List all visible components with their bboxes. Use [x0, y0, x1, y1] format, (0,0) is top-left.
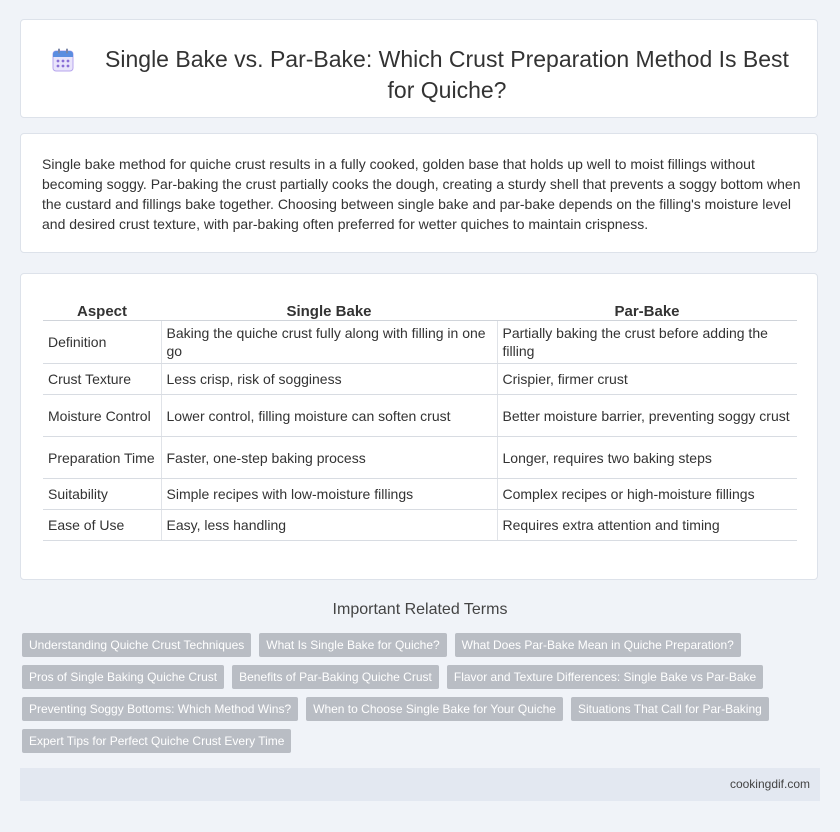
- row-aspect: Crust Texture: [43, 364, 161, 395]
- related-term-tag[interactable]: Situations That Call for Par-Baking: [571, 697, 769, 721]
- row-aspect: Suitability: [43, 479, 161, 510]
- header-aspect: Aspect: [43, 296, 161, 321]
- related-term-tag[interactable]: Understanding Quiche Crust Techniques: [22, 633, 251, 657]
- footer: [20, 768, 820, 801]
- row-par-bake: Requires extra attention and timing: [497, 510, 797, 541]
- row-par-bake: Crispier, firmer crust: [497, 364, 797, 395]
- table-row: [43, 510, 797, 541]
- row-par-bake: Partially baking the crust before adding the filling: [497, 321, 797, 364]
- row-single-bake: Lower control, filling moisture can soften crust: [161, 395, 497, 437]
- row-aspect: Definition: [43, 321, 161, 364]
- related-term-tag[interactable]: Preventing Soggy Bottoms: Which Method Wins?: [22, 697, 298, 721]
- title-card: [20, 19, 818, 118]
- row-single-bake: Less crisp, risk of sogginess: [161, 364, 497, 395]
- table-header-row: [43, 296, 797, 321]
- row-par-bake: Complex recipes or high-moisture fillings: [497, 479, 797, 510]
- related-term-tag[interactable]: Benefits of Par-Baking Quiche Crust: [232, 665, 439, 689]
- row-single-bake: Easy, less handling: [161, 510, 497, 541]
- related-term-tag[interactable]: What Does Par-Bake Mean in Quiche Preparation?: [455, 633, 741, 657]
- table-row: [43, 395, 797, 437]
- intro-card: [20, 133, 818, 253]
- comparison-table: [43, 296, 797, 541]
- row-par-bake: Longer, requires two baking steps: [497, 437, 797, 479]
- row-aspect: Moisture Control: [43, 395, 161, 437]
- related-term-tag[interactable]: Pros of Single Baking Quiche Crust: [22, 665, 224, 689]
- related-term-tag[interactable]: Expert Tips for Perfect Quiche Crust Every Time: [22, 729, 291, 753]
- related-terms-heading: Important Related Terms: [332, 601, 508, 618]
- related-term-tag[interactable]: When to Choose Single Bake for Your Quiche: [306, 697, 563, 721]
- page-title: Single Bake vs. Par-Bake: Which Crust Preparation Method Is Best for Quiche?: [105, 46, 789, 103]
- table-row: [43, 364, 797, 395]
- table-row: [43, 437, 797, 479]
- row-single-bake: Simple recipes with low-moisture fillings: [161, 479, 497, 510]
- row-aspect: Ease of Use: [43, 510, 161, 541]
- calendar-icon: [52, 48, 74, 72]
- footer-source-link[interactable]: cookingdif.com: [729, 777, 810, 791]
- header-par-bake: Par-Bake: [497, 296, 797, 321]
- row-single-bake: Faster, one-step baking process: [161, 437, 497, 479]
- row-par-bake: Better moisture barrier, preventing soggy crust: [497, 395, 797, 437]
- row-aspect: Preparation Time: [43, 437, 161, 479]
- table-row: [43, 479, 797, 510]
- header-single-bake: Single Bake: [161, 296, 497, 321]
- intro-paragraph: Single bake method for quiche crust results in a fully cooked, golden base that holds up well to moist fillings without becoming soggy. Par-baking the crust partially cooks the dough, creating a sturdy shell that prevents a soggy bottom when the custard and fillings bake together. Choosing between single bake and par-bake depends on the filling's moisture level and desired crust texture, with par-baking often preferred for wetter quiches to maintain crispness.: [42, 156, 801, 232]
- comparison-card: [20, 273, 818, 580]
- row-single-bake: Baking the quiche crust fully along with filling in one go: [161, 321, 497, 364]
- related-term-tag[interactable]: What Is Single Bake for Quiche?: [259, 633, 446, 657]
- table-row: [43, 321, 797, 364]
- related-term-tag[interactable]: Flavor and Texture Differences: Single Bake vs Par-Bake: [447, 665, 763, 689]
- related-terms-list: [22, 633, 802, 753]
